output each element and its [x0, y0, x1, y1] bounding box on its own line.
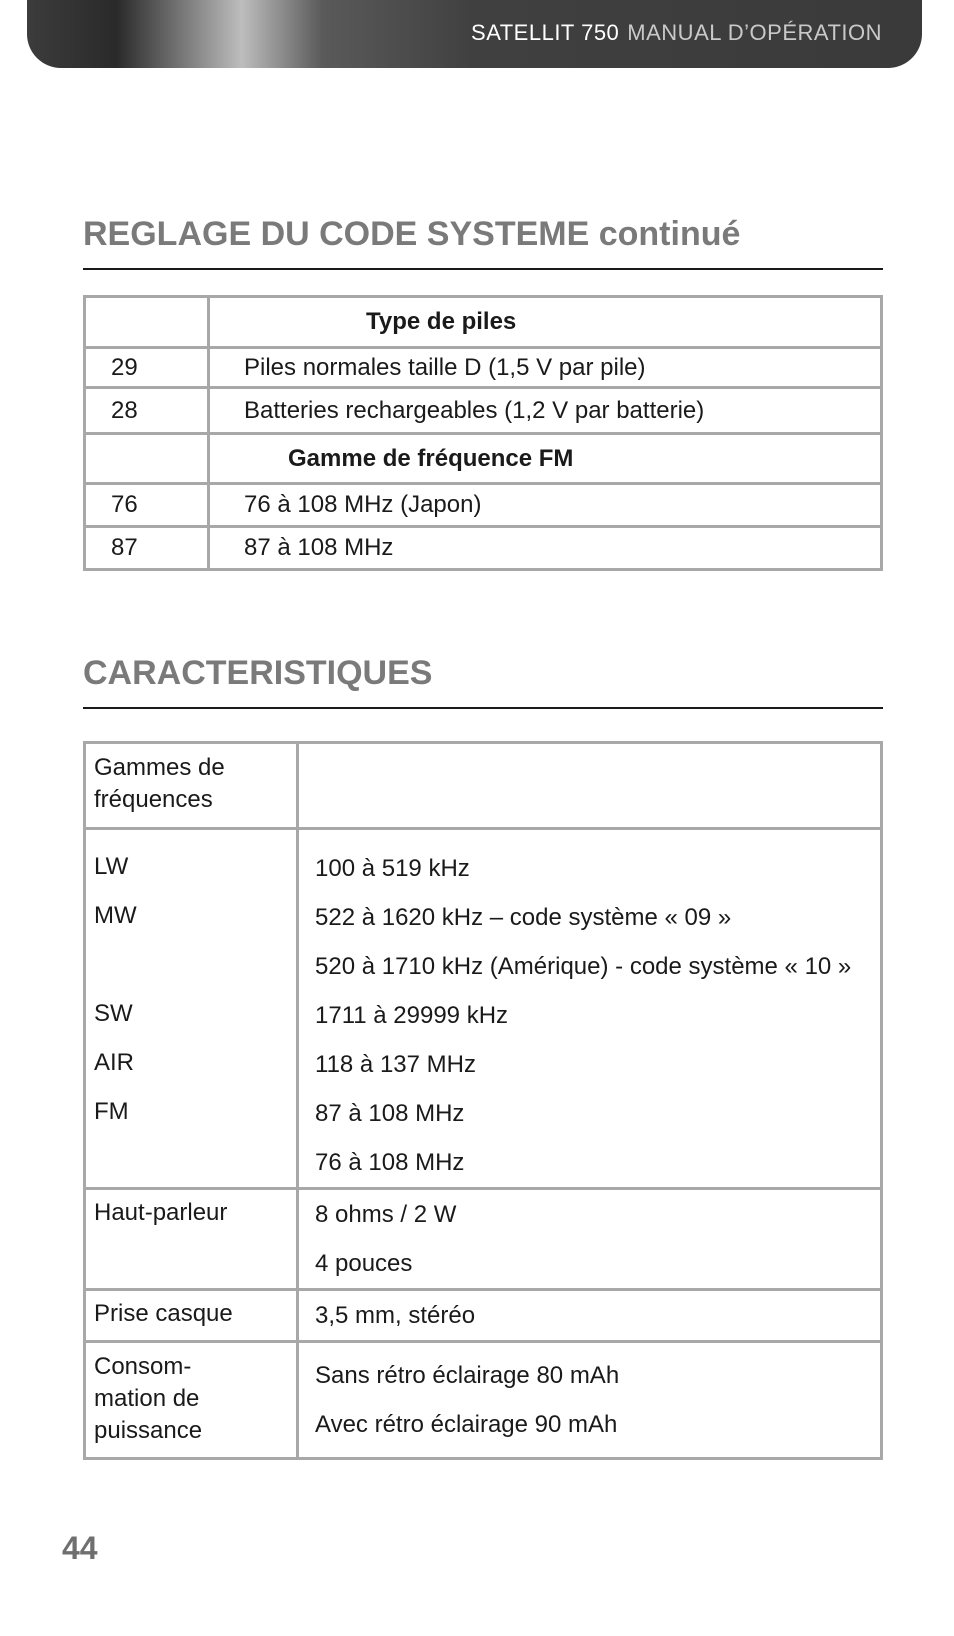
band-value: 87 à 108 MHz	[315, 1100, 465, 1127]
table-cell-empty	[85, 434, 209, 484]
table-row	[85, 484, 882, 527]
headphone-value: 3,5 mm, stéréo	[315, 1302, 476, 1329]
table-row-bands	[85, 829, 882, 1189]
table-row-freq-header	[85, 743, 882, 829]
code-cell: 76	[85, 484, 209, 527]
power-value: Avec rétro éclairage 90 mAh	[315, 1411, 618, 1438]
page-number: 44	[62, 1530, 98, 1566]
section-rule	[83, 268, 883, 270]
header-manual: MANUAL D’OPÉRATION	[627, 20, 882, 45]
table-row	[85, 527, 882, 570]
band-label: AIR	[94, 1049, 135, 1076]
table-row	[85, 388, 882, 434]
power-values-cell	[298, 1342, 882, 1459]
power-value: Sans rétro éclairage 80 mAh	[315, 1362, 620, 1389]
speaker-label-cell	[85, 1189, 298, 1290]
speaker-value: 4 pouces	[315, 1250, 413, 1277]
band-label	[94, 1138, 296, 1187]
table-row-power	[85, 1342, 882, 1459]
code-cell: 28	[85, 388, 209, 434]
band-value: 522 à 1620 kHz – code système « 09 »	[315, 904, 732, 931]
group-heading-fm-range: Gamme de fréquence FM	[209, 434, 882, 484]
code-cell: 87	[85, 527, 209, 570]
table-group-header	[85, 434, 882, 484]
description-cell: 76 à 108 MHz (Japon)	[209, 484, 882, 527]
freq-ranges-label: Gammes de fréquences	[85, 743, 298, 829]
header-band	[27, 0, 922, 68]
band-value: 76 à 108 MHz	[315, 1149, 465, 1176]
group-heading-battery-type: Type de piles	[209, 297, 882, 348]
band-label: SW	[94, 1000, 133, 1027]
section-title-system-code: REGLAGE DU CODE SYSTEME continué	[83, 215, 741, 253]
band-value: 1711 à 29999 kHz	[315, 1002, 509, 1029]
band-values-cell	[298, 829, 882, 1189]
table-cell-empty	[298, 743, 882, 829]
description-cell: Batteries rechargeables (1,2 V par batterie)	[209, 388, 882, 434]
speaker-value: 8 ohms / 2 W	[315, 1201, 457, 1228]
header-title	[471, 20, 882, 46]
power-label: Consom- mation de puissance	[85, 1342, 298, 1459]
system-code-table	[83, 295, 883, 571]
specifications-table	[83, 741, 883, 1460]
band-labels-cell	[85, 829, 298, 1189]
table-row	[85, 348, 882, 388]
headphone-value-cell	[298, 1290, 882, 1342]
band-value: 118 à 137 MHz	[315, 1051, 476, 1078]
section-rule	[83, 707, 883, 709]
table-cell-empty	[85, 297, 209, 348]
band-label: MW	[94, 902, 137, 929]
section-title-specifications: CARACTERISTIQUES	[83, 654, 433, 692]
description-cell: 87 à 108 MHz	[209, 527, 882, 570]
band-value: 520 à 1710 kHz (Amérique) - code système « 10 »	[315, 953, 852, 980]
headphone-label: Prise casque	[94, 1300, 233, 1327]
table-row-speaker	[85, 1189, 882, 1290]
table-row-headphone	[85, 1290, 882, 1342]
table-group-header	[85, 297, 882, 348]
speaker-values-cell	[298, 1189, 882, 1290]
band-label: FM	[94, 1098, 129, 1125]
band-value: 100 à 519 kHz	[315, 855, 470, 882]
band-label: LW	[94, 853, 129, 880]
headphone-label-cell	[85, 1290, 298, 1342]
band-label	[94, 942, 296, 991]
code-cell: 29	[85, 348, 209, 388]
speaker-label: Haut-parleur	[94, 1199, 228, 1226]
description-cell: Piles normales taille D (1,5 V par pile)	[209, 348, 882, 388]
header-product: SATELLIT 750	[471, 20, 620, 45]
